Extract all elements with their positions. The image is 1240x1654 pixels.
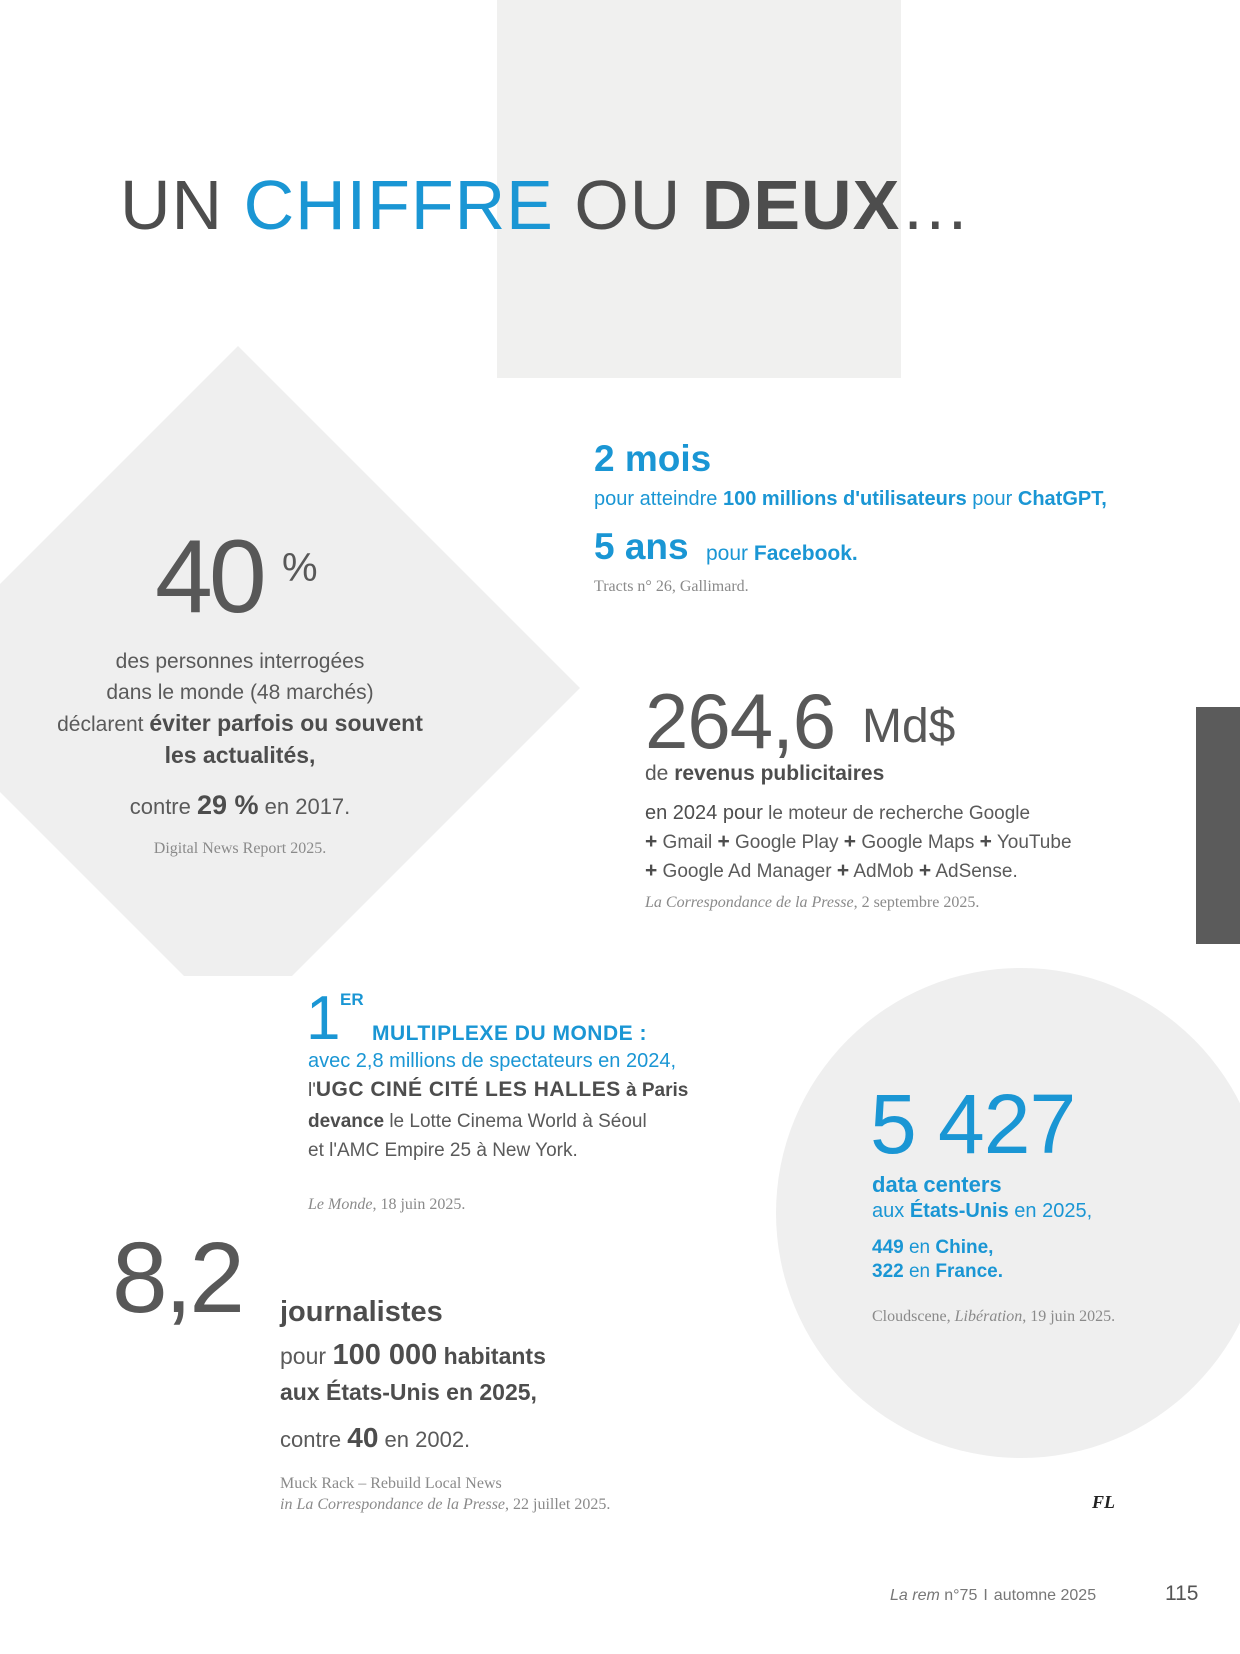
service-gmail: Gmail: [662, 832, 713, 853]
stat-datacenters-source-date: , 19 juin 2025.: [1022, 1308, 1116, 1325]
footer-season: automne 2025: [993, 1587, 1097, 1604]
plus-icon: +: [645, 830, 658, 853]
stat-datacenters-line2-a: aux: [872, 1200, 910, 1222]
stat-journalistes-source2-title: in La Correspondance de la Presse: [280, 1496, 506, 1513]
stat-40-line4: les actualités,: [164, 742, 316, 768]
stat-journalistes-source2-date: , 22 juillet 2025.: [505, 1496, 611, 1513]
stat-cinema-line2-b: UGC CINÉ CITÉ LES HALLES: [315, 1078, 621, 1101]
stat-cinema-line2: [308, 1078, 688, 1102]
stat-google-line1-b: revenus publicitaires: [674, 762, 885, 785]
stat-datacenters-source-a: Cloudscene,: [872, 1308, 955, 1325]
stat-cinema-line1: avec 2,8 millions de spectateurs en 2024,: [308, 1050, 676, 1072]
stat-journalistes-line3: aux États-Unis en 2025,: [280, 1379, 537, 1405]
stat-google-services-row2: [645, 857, 1072, 886]
page-title: [120, 166, 977, 244]
stat-40-comparison: [20, 790, 460, 822]
stat-cinema-line3: [308, 1111, 647, 1133]
service-youtube: YouTube: [996, 832, 1072, 853]
stat-cinema-line3-b: le Lotte Cinema World à Séoul: [384, 1111, 647, 1132]
title-word-chiffre: CHIFFRE: [243, 166, 554, 244]
stat-40-description: [20, 646, 460, 771]
stat-chatgpt-line: [594, 486, 1107, 512]
stat-journalistes-line2: [280, 1339, 546, 1372]
service-admob: AdMob: [853, 861, 914, 882]
stat-40-contre-c: en 2017.: [258, 794, 351, 819]
stat-datacenters-line4-c: France.: [935, 1261, 1003, 1282]
stat-datacenters-line3-a: 449: [872, 1237, 904, 1258]
stat-google-source-title: La Correspondance de la Presse: [645, 894, 854, 911]
stat-datacenters-source-title: Libération: [954, 1308, 1023, 1325]
stat-journalistes-number: 8,2: [112, 1222, 243, 1334]
stat-google-line1-a: de: [645, 762, 675, 785]
stat-datacenters-line3-c: Chine,: [935, 1237, 994, 1258]
stat-journalistes-line2-c: habitants: [437, 1343, 546, 1369]
stat-40-line3-a: déclarent: [57, 713, 150, 736]
service-adsense: AdSense.: [935, 861, 1018, 882]
title-word-un: UN: [120, 166, 244, 244]
page-number: 115: [1165, 1582, 1199, 1605]
stat-google-number: 264,6: [645, 677, 836, 765]
stat-journalistes-line2-b: 100 000: [332, 1339, 438, 1371]
stat-cinema-line2-a: l': [308, 1080, 316, 1101]
stat-datacenters-line2-c: en 2025,: [1008, 1200, 1093, 1222]
stat-google-source: [645, 894, 979, 912]
stat-40-number: 40: [155, 519, 263, 635]
stat-datacenters-source: [872, 1308, 1115, 1326]
stat-facebook-line-a: pour: [706, 542, 754, 565]
stat-40-line2: dans le monde (48 marchés): [106, 681, 374, 704]
stat-cinema-source: [308, 1196, 465, 1214]
stat-40-contre-value: 29 %: [196, 790, 259, 820]
stat-journalistes-line4-c: en 2002.: [378, 1427, 471, 1452]
stat-datacenters-line2: [872, 1200, 1092, 1223]
plus-icon: +: [645, 859, 658, 882]
stat-facebook-line: [706, 541, 858, 567]
stat-google-services: [645, 799, 1072, 886]
service-google-ad-manager: Google Ad Manager: [662, 861, 832, 882]
stat-journalistes-line4-a: contre: [280, 1427, 348, 1452]
stat-datacenters-line3: [872, 1237, 993, 1259]
stat-google-services-row1: [645, 828, 1072, 857]
stat-google-line2-b: le moteur de recherche Google: [762, 803, 1031, 824]
stat-cinema-source-date: , 18 juin 2025.: [372, 1196, 466, 1213]
stat-journalistes-source1: Muck Rack – Rebuild Local News: [280, 1475, 502, 1492]
service-google-maps: Google Maps: [861, 832, 975, 853]
stat-cinema-line3-a: devance: [308, 1111, 385, 1132]
stat-facebook-headline: 5 ans: [594, 526, 689, 567]
stat-journalistes-line4-b: 40: [347, 1422, 379, 1453]
stat-chatgpt-source: Tracts n° 26, Gallimard.: [594, 578, 749, 595]
title-word-deux: DEUX: [701, 166, 901, 244]
side-tab: [1196, 707, 1240, 944]
title-ellipsis: …: [900, 166, 977, 244]
stat-journalistes-source2: [280, 1496, 610, 1514]
stat-datacenters-line1: data centers: [872, 1172, 1002, 1197]
footer-issue: n°75: [939, 1587, 978, 1604]
stat-40-line3-b: éviter parfois ou souvent: [149, 710, 423, 736]
stat-journalistes-line2-a: pour: [280, 1343, 333, 1369]
stat-chatgpt-line-d: ChatGPT,: [1017, 488, 1107, 510]
stat-chatgpt-headline: 2 mois: [594, 438, 712, 479]
footer-separator: I: [983, 1587, 988, 1604]
stat-google-line2: [645, 799, 1072, 828]
stat-google-source-date: , 2 septembre 2025.: [853, 894, 980, 911]
page-footer: [890, 1587, 1096, 1605]
plus-icon: +: [717, 830, 730, 853]
stat-40-source: Digital News Report 2025.: [153, 840, 327, 857]
plus-icon: +: [843, 830, 857, 853]
stat-40-line1: des personnes interrogées: [115, 650, 365, 673]
footer-journal: La rem: [890, 1587, 940, 1604]
plus-icon: +: [836, 859, 850, 882]
stat-chatgpt-line-c: pour: [966, 488, 1018, 510]
stat-cinema-headline: MULTIPLEXE DU MONDE :: [372, 1022, 647, 1045]
stat-google-line1: [645, 762, 884, 786]
stat-datacenters-number: 5 427: [870, 1077, 1076, 1171]
service-google-play: Google Play: [735, 832, 839, 853]
author-signature: FL: [1092, 1492, 1116, 1512]
stat-chatgpt-line-b: 100 millions d'utilisateurs: [722, 488, 967, 510]
title-word-ou: OU: [553, 166, 702, 244]
stat-journalistes-line1: journalistes: [280, 1296, 443, 1328]
plus-icon: +: [979, 830, 992, 853]
stat-datacenters-line4-b: en: [903, 1261, 936, 1282]
stat-40-contre-a: contre: [129, 794, 197, 819]
stat-google-line2-a: en 2024 pour: [645, 802, 763, 824]
stat-40-line3: [20, 708, 460, 740]
stat-facebook-line-b: Facebook.: [753, 542, 858, 565]
stat-cinema-superscript: ER: [340, 990, 364, 1009]
stat-cinema-line2-c: à Paris: [620, 1080, 689, 1101]
stat-datacenters-line2-b: États-Unis: [909, 1200, 1009, 1222]
plus-icon: +: [918, 859, 932, 882]
stat-cinema-line4: et l'AMC Empire 25 à New York.: [308, 1140, 578, 1161]
stat-datacenters-line3-b: en: [903, 1237, 936, 1258]
stat-cinema-source-title: Le Monde: [308, 1196, 373, 1213]
stat-datacenters-line4-a: 322: [872, 1261, 904, 1282]
stat-cinema-number: 1: [306, 984, 341, 1053]
stat-chatgpt-line-a: pour atteindre: [594, 488, 723, 510]
stat-datacenters-line4: [872, 1261, 1003, 1283]
stat-google-unit: Md$: [862, 700, 956, 753]
stat-journalistes-line4: [280, 1422, 470, 1454]
stat-40-unit: %: [282, 546, 318, 590]
